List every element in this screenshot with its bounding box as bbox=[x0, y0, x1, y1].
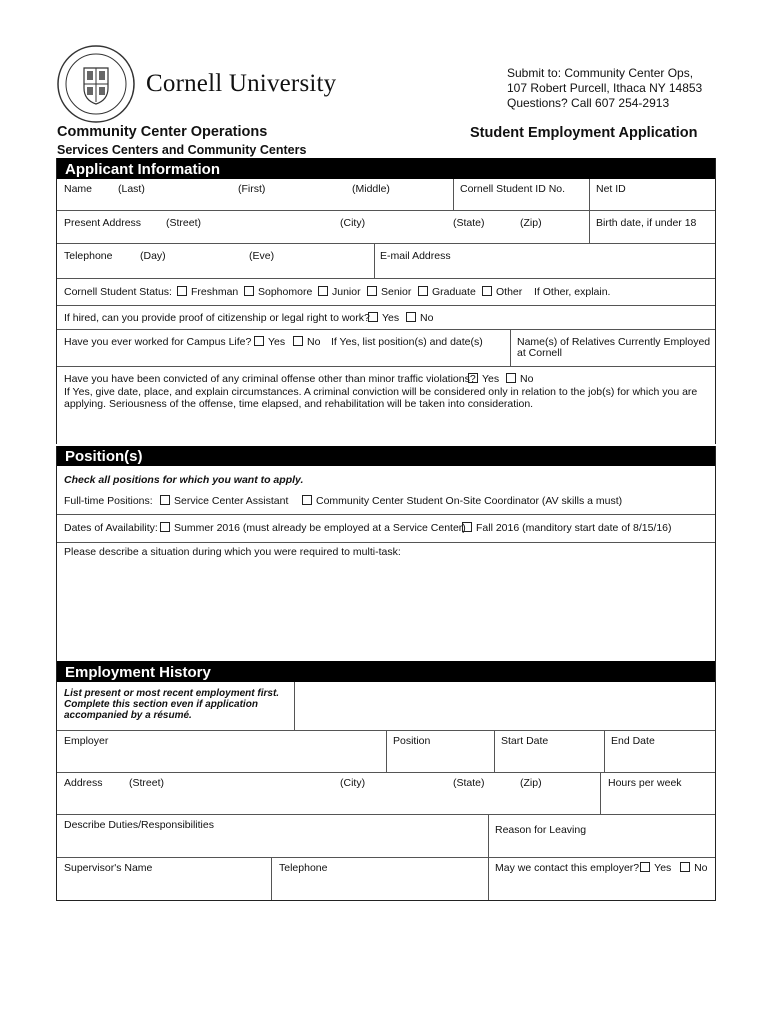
status-other[interactable]: Other bbox=[482, 286, 522, 298]
cornell-seal-logo bbox=[56, 44, 136, 124]
start-date-label: Start Date bbox=[501, 735, 549, 747]
org-title: Community Center Operations bbox=[57, 124, 268, 140]
campus-yes[interactable]: Yes bbox=[254, 336, 285, 348]
supervisor-label: Supervisor's Name bbox=[64, 862, 153, 874]
employment-note-2: Complete this section even if application bbox=[64, 699, 258, 710]
reason-label: Reason for Leaving bbox=[495, 824, 587, 836]
first-label: (First) bbox=[238, 183, 266, 195]
positions-section bbox=[56, 446, 716, 663]
conviction-note-2: applying. Seriousness of the offense, time elapsed, and rehabilitation will be taken into consideration. bbox=[64, 398, 534, 410]
emp-state-label: (State) bbox=[453, 777, 485, 789]
conviction-note: If Yes, give date, place, and explain circumstances. A criminal conviction will be considered only in relation to the job(s) for which you are bbox=[64, 386, 698, 398]
checkbox[interactable] bbox=[462, 522, 472, 532]
checkbox[interactable] bbox=[482, 286, 492, 296]
status-label: Cornell Student Status: bbox=[64, 286, 172, 298]
campus-life-row bbox=[57, 329, 715, 366]
availability-label: Dates of Availability: bbox=[64, 522, 158, 534]
checkbox[interactable] bbox=[368, 312, 378, 322]
check-all-note: Check all positions for which you want to apply. bbox=[64, 474, 304, 486]
emp-street-label: (Street) bbox=[129, 777, 165, 789]
application-title: Student Employment Application bbox=[470, 125, 698, 141]
middle-label: (Middle) bbox=[352, 183, 390, 195]
proof-row bbox=[57, 305, 715, 329]
duties-label: Describe Duties/Responsibilities bbox=[64, 819, 214, 831]
telephone-row[interactable] bbox=[57, 243, 715, 278]
avail-fall[interactable]: Fall 2016 (manditory start date of 8/15/16) bbox=[462, 522, 672, 534]
conviction-question: Have you have been convicted of any criminal offense other than minor traffic violations? bbox=[64, 373, 476, 385]
address-label: Present Address bbox=[64, 217, 142, 229]
proof-no[interactable]: No bbox=[406, 312, 433, 324]
applicant-section bbox=[56, 158, 716, 444]
day-label: (Day) bbox=[140, 250, 166, 262]
position-label: Position bbox=[393, 735, 431, 747]
employment-heading: Employment History bbox=[57, 661, 715, 682]
multitask-field[interactable] bbox=[57, 542, 715, 663]
email-label: E-mail Address bbox=[380, 250, 451, 262]
conviction-row bbox=[57, 366, 715, 444]
checkbox[interactable] bbox=[468, 373, 478, 383]
checkbox[interactable] bbox=[160, 495, 170, 505]
net-id-label: Net ID bbox=[596, 183, 626, 195]
checkbox[interactable] bbox=[160, 522, 170, 532]
hours-label: Hours per week bbox=[608, 777, 682, 789]
state-label: (State) bbox=[453, 217, 485, 229]
multitask-label: Please describe a situation during which you were required to multi-task: bbox=[64, 546, 401, 558]
street-label: (Street) bbox=[166, 217, 202, 229]
contact-yes-checkbox[interactable] bbox=[640, 862, 650, 872]
checkbox[interactable] bbox=[418, 286, 428, 296]
duties-row[interactable] bbox=[57, 814, 715, 857]
eve-label: (Eve) bbox=[249, 250, 275, 262]
relatives-label-2: at Cornell bbox=[517, 347, 562, 359]
emp-address-label: Address bbox=[64, 777, 103, 789]
position-coordinator[interactable]: Community Center Student On-Site Coordinator (AV skills a must) bbox=[302, 495, 622, 507]
checkbox[interactable] bbox=[506, 373, 516, 383]
university-wordmark: Cornell University bbox=[146, 70, 337, 97]
telephone-label: Telephone bbox=[64, 250, 113, 262]
positions-heading: Position(s) bbox=[57, 446, 715, 466]
campus-question: Have you ever worked for Campus Life? bbox=[64, 336, 252, 348]
name-label: Name bbox=[64, 183, 93, 195]
proof-yes[interactable]: Yes bbox=[368, 312, 399, 324]
employer-row[interactable] bbox=[57, 730, 715, 772]
contact-no-checkbox[interactable] bbox=[680, 862, 690, 872]
org-subtitle: Services Centers and Community Centers bbox=[57, 143, 307, 157]
checkbox[interactable] bbox=[177, 286, 187, 296]
checkbox[interactable] bbox=[318, 286, 328, 296]
contact-question: May we contact this employer? Yes No bbox=[495, 862, 708, 874]
conviction-yes[interactable]: Yes bbox=[468, 373, 499, 385]
submit-info: Submit to: Community Center Ops, 107 Robert Purcell, Ithaca NY 14853 Questions? Call 607 254-2913 bbox=[507, 66, 703, 110]
name-row[interactable] bbox=[57, 179, 715, 210]
campus-if-label: If Yes, list position(s) and date(s) bbox=[331, 336, 483, 348]
conviction-no[interactable]: No bbox=[506, 373, 533, 385]
status-freshman[interactable]: Freshman bbox=[177, 286, 238, 298]
position-service-center[interactable]: Service Center Assistant bbox=[160, 495, 288, 507]
checkbox[interactable] bbox=[302, 495, 312, 505]
checkbox[interactable] bbox=[293, 336, 303, 346]
status-row bbox=[57, 278, 715, 305]
employer-address-row[interactable] bbox=[57, 772, 715, 814]
checkbox[interactable] bbox=[367, 286, 377, 296]
student-id-label: Cornell Student ID No. bbox=[460, 183, 566, 195]
birth-date-label: Birth date, if under 18 bbox=[596, 217, 697, 229]
avail-summer[interactable]: Summer 2016 (must already be employed at a Service Center) bbox=[160, 522, 466, 534]
checkbox[interactable] bbox=[244, 286, 254, 296]
relatives-label: Name(s) of Relatives Currently Employed bbox=[517, 336, 711, 348]
employment-note-3: accompanied by a résumé. bbox=[64, 710, 192, 721]
zip-label: (Zip) bbox=[520, 217, 542, 229]
status-graduate[interactable]: Graduate bbox=[418, 286, 476, 298]
checkbox[interactable] bbox=[406, 312, 416, 322]
employment-note-row bbox=[57, 682, 715, 730]
employment-note: List present or most recent employment first. bbox=[64, 688, 280, 699]
campus-no[interactable]: No bbox=[293, 336, 320, 348]
other-explain-label: If Other, explain. bbox=[534, 286, 611, 298]
status-senior[interactable]: Senior bbox=[367, 286, 411, 298]
emp-city-label: (City) bbox=[340, 777, 366, 789]
fulltime-label: Full-time Positions: bbox=[64, 495, 153, 507]
emp-zip-label: (Zip) bbox=[520, 777, 542, 789]
applicant-heading: Applicant Information bbox=[57, 158, 715, 179]
employment-section bbox=[56, 661, 716, 901]
last-label: (Last) bbox=[118, 183, 145, 195]
status-junior[interactable]: Junior bbox=[318, 286, 361, 298]
emp-telephone-label: Telephone bbox=[279, 862, 328, 874]
employer-label: Employer bbox=[64, 735, 109, 747]
supervisor-row[interactable] bbox=[57, 857, 715, 900]
availability-row bbox=[57, 514, 715, 542]
status-sophomore[interactable]: Sophomore bbox=[244, 286, 312, 298]
fulltime-row bbox=[57, 466, 715, 514]
end-date-label: End Date bbox=[611, 735, 655, 747]
city-label: (City) bbox=[340, 217, 366, 229]
proof-question: If hired, can you provide proof of citizenship or legal right to work? bbox=[64, 312, 370, 324]
checkbox[interactable] bbox=[254, 336, 264, 346]
address-row[interactable] bbox=[57, 210, 715, 243]
